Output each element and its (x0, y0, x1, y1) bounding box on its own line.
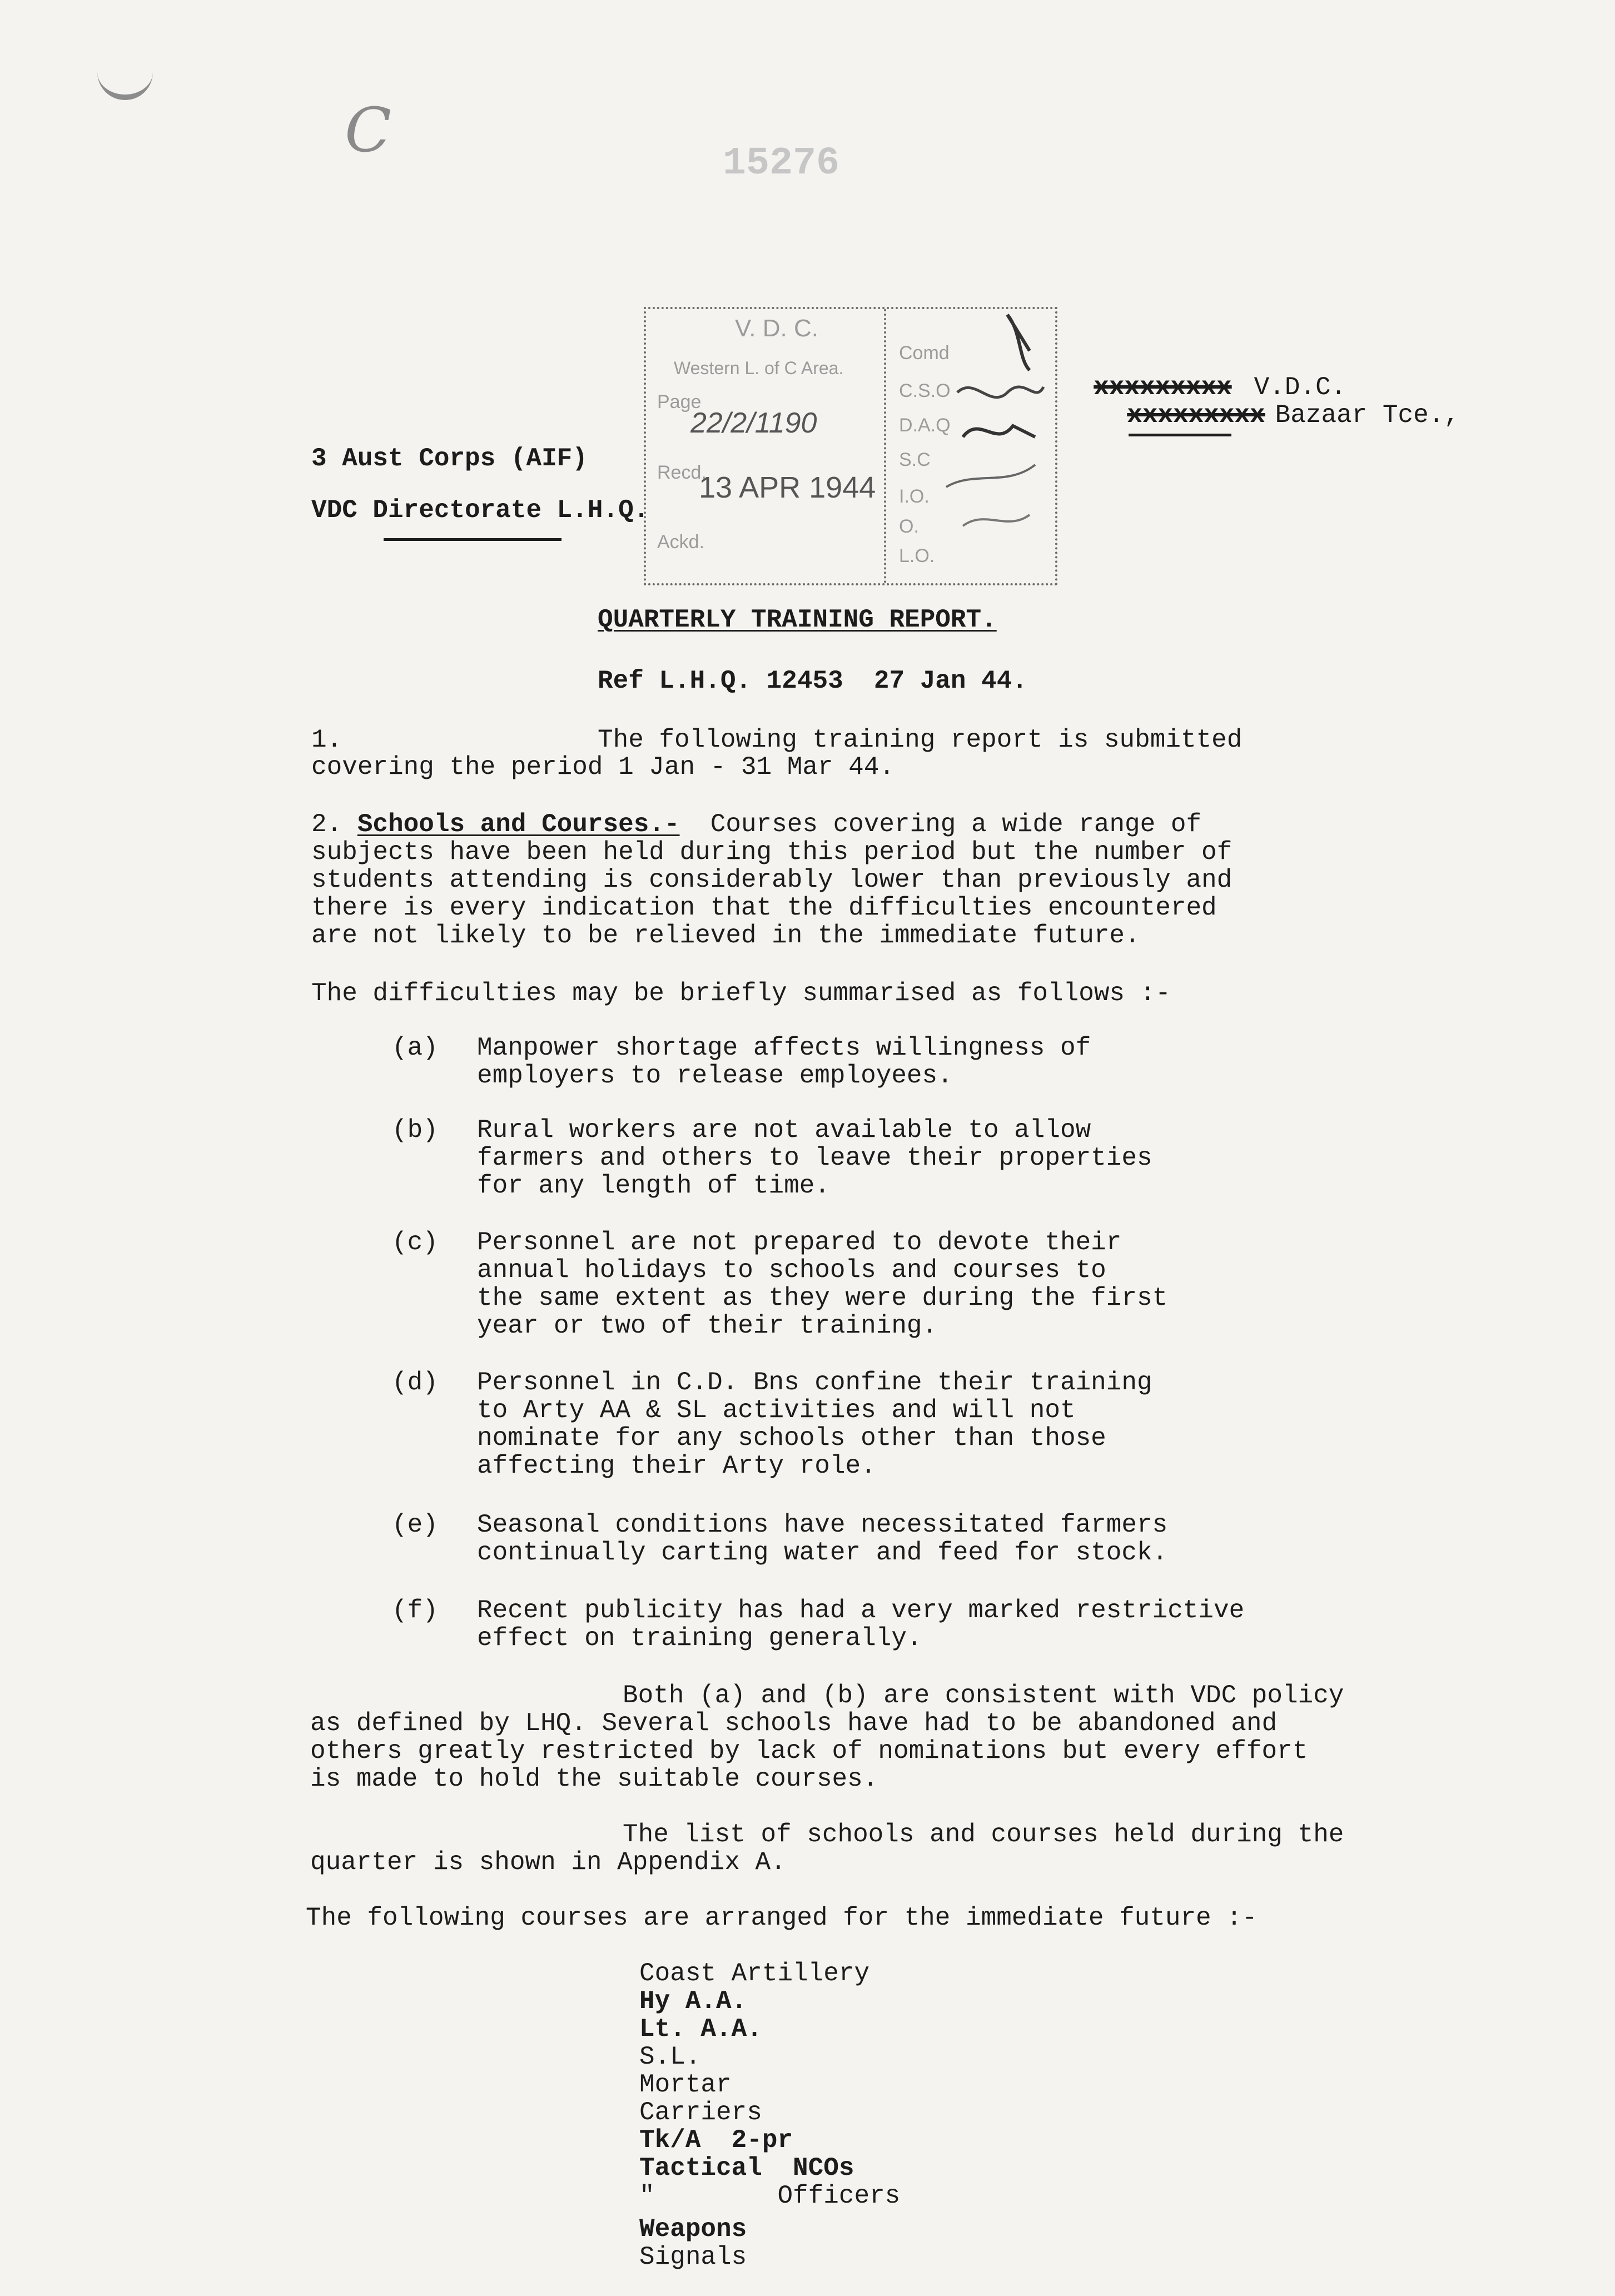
stamp-routing-0: Comd (899, 342, 950, 364)
difficulty-f-line: Recent publicity has had a very marked restrictive (477, 1596, 1245, 1625)
pencil-note: C (345, 95, 392, 166)
difficulty-c-line: year or two of their training. (477, 1311, 938, 1340)
stamp-title: V. D. C. (735, 315, 818, 342)
difficulty-c-line: annual holidays to schools and courses to (477, 1256, 1106, 1285)
addressee-underline (384, 538, 561, 541)
difficulty-a-line: Manpower shortage affects willingness of (477, 1033, 1091, 1062)
punch-hole-mark (97, 56, 153, 100)
difficulty-e-line: Seasonal conditions have necessitated farmers (477, 1510, 1168, 1539)
stamp-divider (884, 309, 886, 583)
para-2-heading: Schools and Courses.- (357, 810, 680, 839)
sender-line-2-text: Bazaar Tce., (1275, 401, 1459, 430)
stamp-ackd-label: Ackd. (657, 531, 705, 553)
difficulty-d-line: affecting their Arty role. (477, 1452, 876, 1480)
difficulty-label-c: (c) (392, 1228, 438, 1257)
future-course: Weapons (639, 2215, 747, 2244)
para-both-line-1: Both (a) and (b) are consistent with VDC policy (623, 1681, 1344, 1710)
difficulty-label-b: (b) (392, 1116, 438, 1145)
difficulty-label-d: (d) (392, 1368, 438, 1397)
para-2-line: there is every indication that the difficulties encountered (311, 893, 1217, 922)
file-number: 15276 (723, 142, 840, 186)
received-stamp (644, 307, 1057, 585)
stamp-routing-5: O. (899, 516, 919, 537)
para-list-line-1: The list of schools and courses held during the (623, 1820, 1344, 1849)
future-intro: The following courses are arranged for the immediate future :- (306, 1904, 1258, 1932)
difficulty-label-a: (a) (392, 1033, 438, 1062)
para-both-line: others greatly restricted by lack of nominations but every effort (310, 1737, 1308, 1766)
difficulty-b-line: farmers and others to leave their properties (477, 1144, 1152, 1172)
future-course: Lt. A.A. (639, 2015, 762, 2044)
difficulty-e-line: continually carting water and feed for stock. (477, 1538, 1168, 1567)
difficulty-f-line: effect on training generally. (477, 1624, 922, 1653)
stamp-page-value: 22/2/1190 (690, 407, 817, 439)
difficulties-intro: The difficulties may be briefly summarised as follows :- (311, 979, 1171, 1008)
para-1-line-1: The following training report is submitted (598, 725, 1243, 754)
difficulty-a-line: employers to release employees. (477, 1061, 953, 1090)
stamp-routing-6: L.O. (899, 545, 935, 566)
future-course: Hy A.A. (639, 1987, 747, 2016)
future-course: Carriers (639, 2098, 762, 2127)
difficulty-c-line: Personnel are not prepared to devote their (477, 1228, 1122, 1257)
para-1-line-2: covering the period 1 Jan - 31 Mar 44. (311, 753, 895, 782)
difficulty-b-line: for any length of time. (477, 1171, 830, 1200)
report-title: QUARTERLY TRAINING REPORT. (598, 605, 997, 634)
sender-line-1-text: V.D.C. (1254, 373, 1346, 402)
difficulty-d-line: nominate for any schools other than those (477, 1424, 1106, 1453)
para-2-line-1 (311, 811, 1201, 838)
difficulty-c-line: the same extent as they were during the first (477, 1284, 1168, 1313)
future-course: Tk/A 2-pr (639, 2126, 793, 2155)
stamp-routing-3: S.C (899, 449, 931, 470)
stamp-routing-4: I.O. (899, 486, 930, 507)
future-course: " Officers (639, 2181, 901, 2210)
stamp-recd-date: 13 APR 1944 (699, 471, 876, 504)
stamp-routing-2: D.A.Q (899, 415, 951, 436)
addressee-1: 3 Aust Corps (AIF) (311, 444, 588, 473)
future-course: Signals (639, 2243, 747, 2272)
future-course: Coast Artillery (639, 1959, 870, 1988)
para-2-number: 2. (311, 810, 342, 839)
stamp-initials-scribble (924, 309, 1055, 583)
sender-line-1-struck: xxxxxxxxx (1094, 373, 1232, 402)
para-2-line: subjects have been held during this period but the number of (311, 838, 1233, 867)
stamp-routing-1: C.S.O (899, 380, 951, 401)
para-both-line: as defined by LHQ. Several schools have had to be abandoned and (310, 1709, 1278, 1738)
difficulty-label-f: (f) (392, 1596, 438, 1625)
para-2-line: are not likely to be relieved in the immediate future. (311, 921, 1140, 950)
stamp-page-label: Page (657, 391, 702, 413)
difficulty-d-line: Personnel in C.D. Bns confine their training (477, 1368, 1152, 1397)
future-course: Tactical NCOs (639, 2154, 854, 2183)
stamp-recd-label: Recd. (657, 462, 707, 483)
para-2-line: students attending is considerably lower than previously and (311, 866, 1233, 894)
stamp-area: Western L. of C Area. (674, 358, 844, 378)
sender-line-2-struck: xxxxxxxxx (1127, 401, 1265, 430)
difficulty-d-line: to Arty AA & SL activities and will not (477, 1396, 1076, 1425)
addressee-2: VDC Directorate L.H.Q. (311, 496, 649, 525)
para-list-line-2: quarter is shown in Appendix A. (310, 1848, 786, 1877)
para-1-number: 1. (311, 725, 342, 754)
para-both-line: is made to hold the suitable courses. (310, 1765, 878, 1793)
future-course: Mortar (639, 2070, 732, 2099)
difficulty-b-line: Rural workers are not available to allow (477, 1116, 1091, 1145)
difficulty-label-e: (e) (392, 1510, 438, 1539)
future-course: S.L. (639, 2042, 701, 2071)
sender-line-2 (1096, 374, 1459, 429)
para-2-line-1-rest: Courses covering a wide range of (679, 810, 1202, 839)
sender-underline (1129, 434, 1231, 436)
reference-line: Ref L.H.Q. 12453 27 Jan 44. (598, 667, 1027, 695)
